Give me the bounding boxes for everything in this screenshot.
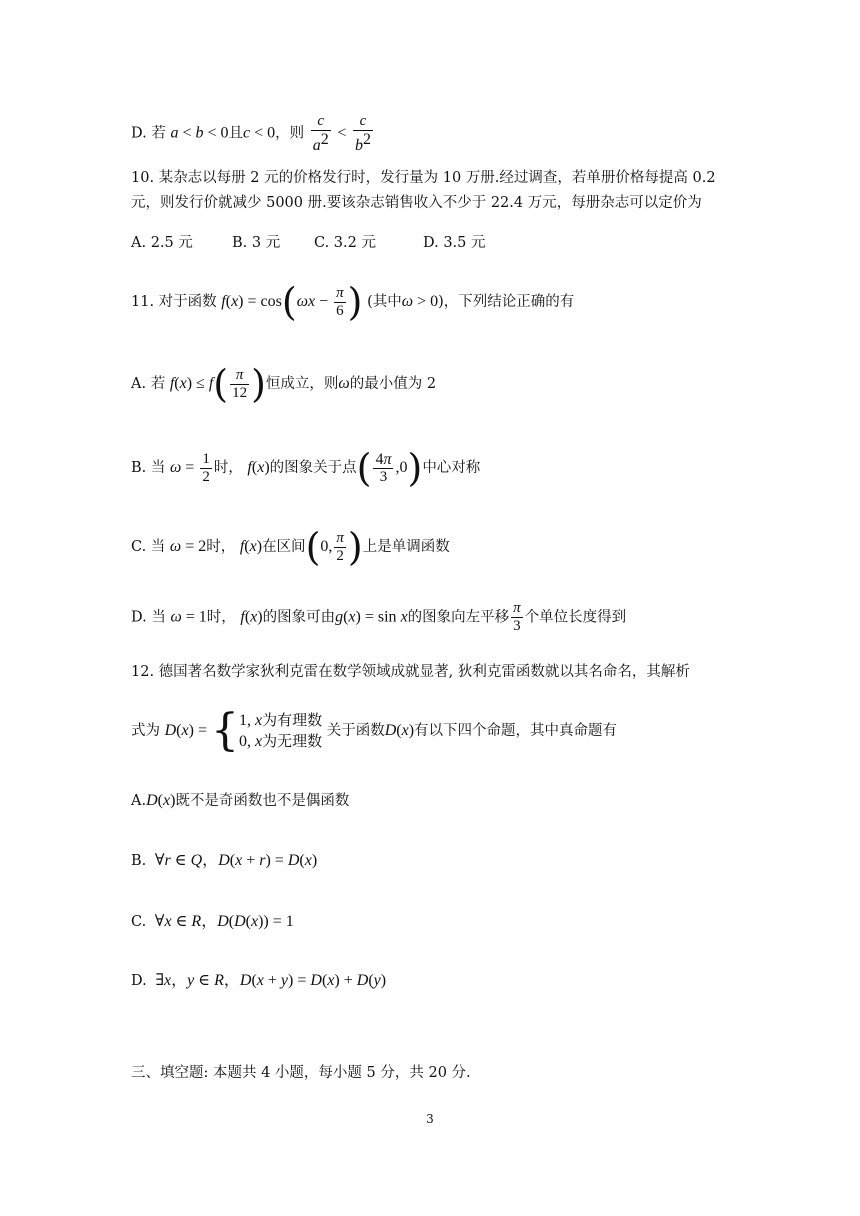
q12-stem-line1: 12. 德国著名数学家狄利克雷在数学领域成就显著, 狄利克雷函数就以其名命名，其解析 [131,664,690,680]
q10-option-d[interactable]: D. 3.5 元 [423,235,486,251]
fraction-c-over-b2: $\frac{c}{b^2}$ [355,113,371,154]
q11-option-b[interactable]: B. 当 ω = $\frac{1}{2}$ 时， f(x)的图象关于点( $\frac{4\pi}{3}$ ,0)中心对称 [131,446,481,490]
q12-option-a[interactable]: A.D(x)既不是奇函数也不是偶函数 [131,792,350,809]
q10-option-b[interactable]: B. 3 元 [232,235,281,251]
q11-option-c[interactable]: C. 当 ω = 2时， f(x)在区间(0, $\frac{\pi}{2}$ )上是单调函数 [131,525,450,569]
q12-option-b[interactable]: B. ∀r ∈ Q，D(x + r) = D(x) [131,852,318,869]
q12-option-c[interactable]: C. ∀x ∈ R，D(D(x)) = 1 [131,913,294,930]
section-heading-fill-in: 三、填空题: 本题共 4 小题，每小题 5 分，共 20 分. [131,1065,471,1081]
q10-option-a[interactable]: A. 2.5 元 [131,235,193,251]
q12-option-d[interactable]: D. ∃x，y ∈ R，D(x + y) = D(x) + D(y) [131,972,387,989]
q10-stem-line1: 10. 某杂志以每册 2 元的价格发行时，发行量为 10 万册.经过调查，若单册价格每提高 0.2 [131,170,716,186]
q11-option-a[interactable]: A. 若 f(x) ≤ f( $\frac{\pi}{12}$ )恒成立，则ω的最小值为 2 [131,362,437,406]
q9-option-d[interactable]: D. 若 a < b < 0且c < 0，则 $\frac{c}{a^2}$ < $\frac{c}{b^2}$ [131,113,371,154]
q10-option-c[interactable]: C. 3.2 元 [314,235,376,251]
q11-stem: 11. 对于函数 f(x) = cos(ωx − $\frac{\pi}{6}$ ) (其中ω > 0)，下列结论正确的有 [131,280,575,324]
fraction-c-over-a2: $\frac{c}{a^2}$ [312,113,329,154]
q10-stem-line2: 元，则发行价就减少 5000 册.要该杂志销售收入不少于 22.4 万元，每册杂志可以定价为 [131,195,702,211]
q12-definition: 式为 D(x) = { 1, x为有理数 0, x为无理数 关于函数D(x)有以下四个命题，其中真命题有 [131,705,618,756]
page-number: 3 [426,1112,434,1126]
q11-option-d[interactable]: D. 当 ω = 1时， f(x)的图象可由g(x) = sin x的图象向左平移 $\frac{\pi}{3}$ 个单位长度得到 [131,600,627,634]
